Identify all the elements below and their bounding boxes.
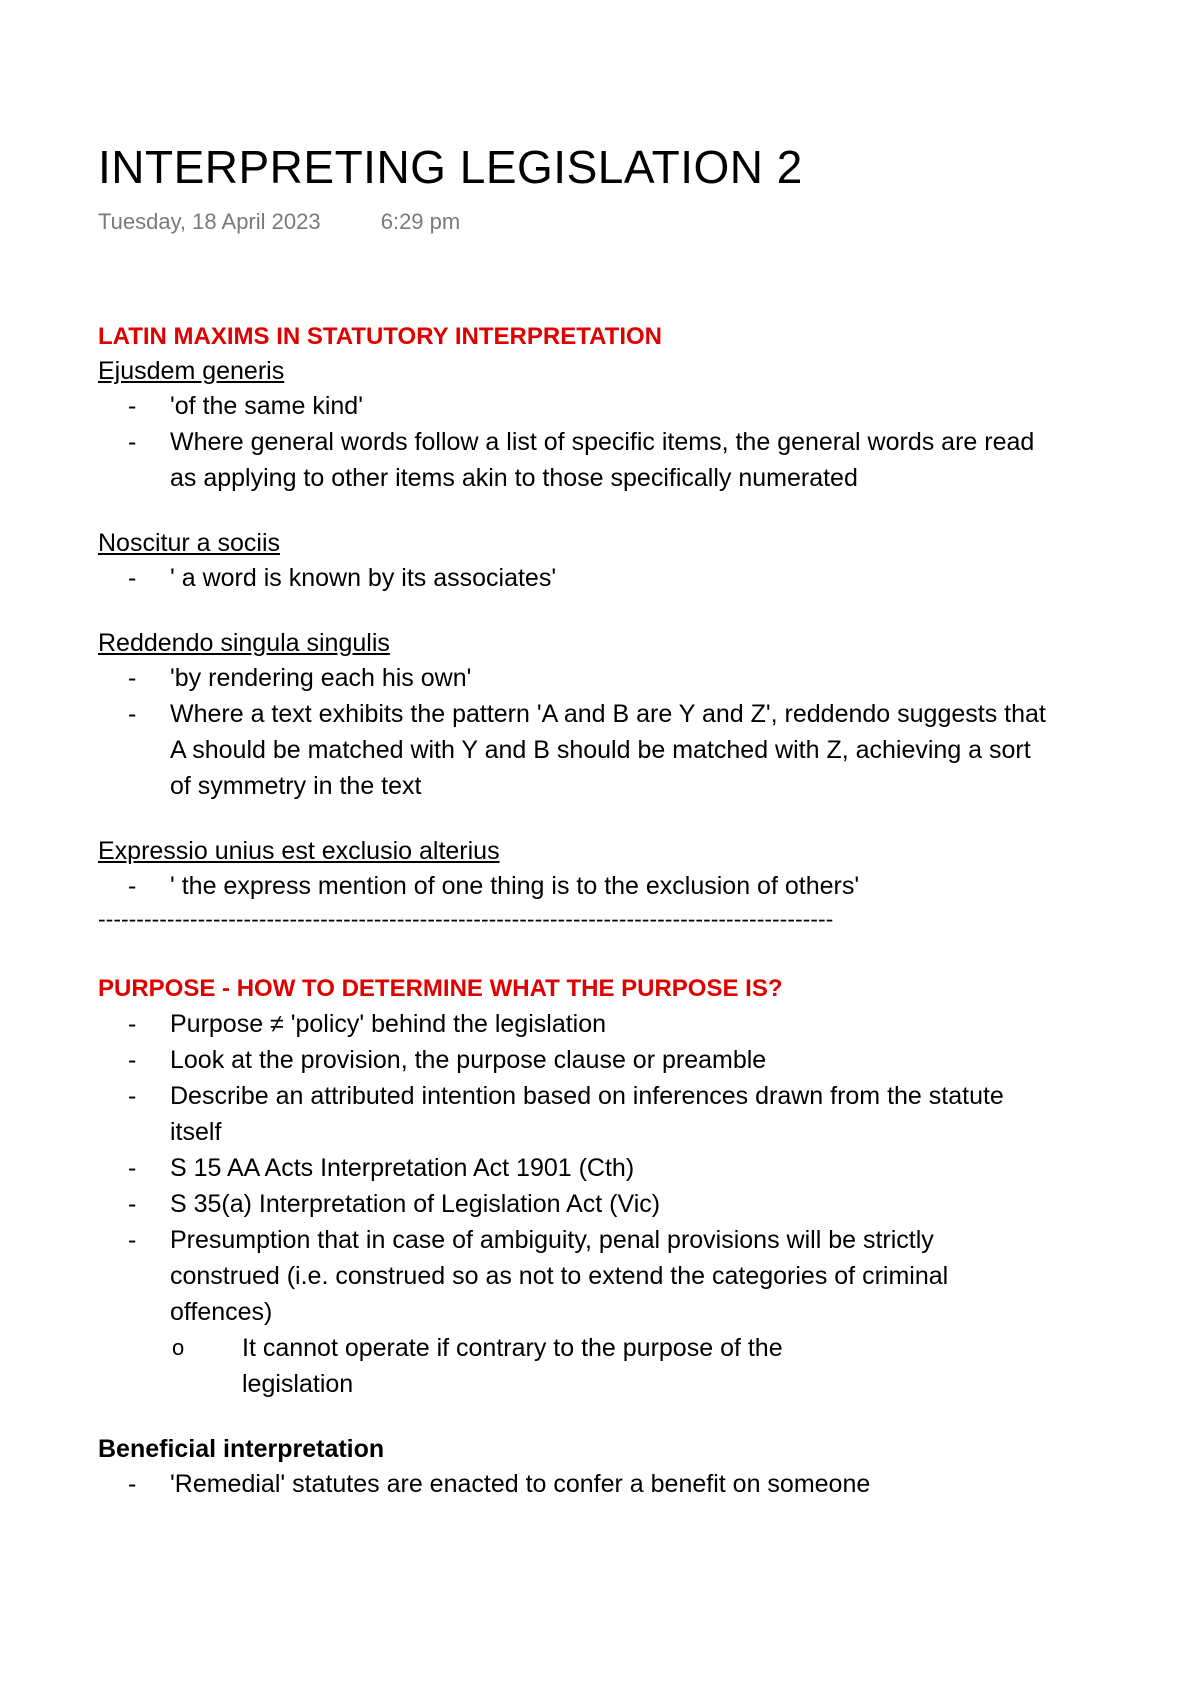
list-item xyxy=(98,1150,1050,1186)
dash-bullet: - xyxy=(128,392,137,420)
list-item xyxy=(98,560,1050,596)
list-item xyxy=(98,1078,1050,1150)
section-divider: ------------------------------------------------------------------------------------------------ xyxy=(98,906,834,932)
spacer xyxy=(98,804,1098,834)
dash-bullet: - xyxy=(128,1010,137,1038)
maxim-points xyxy=(98,660,1098,804)
dash-bullet: - xyxy=(128,1082,137,1110)
list-item xyxy=(98,1466,1050,1502)
dash-bullet: - xyxy=(128,700,137,728)
list-item xyxy=(98,1222,1050,1402)
document-time: 6:29 pm xyxy=(380,209,461,234)
spacer xyxy=(98,1402,1098,1432)
list-item-text: 'Remedial' statutes are enacted to confer a benefit on someone xyxy=(170,1470,871,1498)
list-item xyxy=(98,696,1050,804)
list-item-text: 'by rendering each his own' xyxy=(170,664,472,692)
beneficial-points xyxy=(98,1466,1098,1502)
dash-bullet: - xyxy=(128,1470,137,1498)
dash-bullet: - xyxy=(128,1046,137,1074)
list-item-text: 'of the same kind' xyxy=(170,392,363,420)
dash-bullet: - xyxy=(128,664,137,692)
list-item xyxy=(98,388,1050,424)
list-item-text: ' the express mention of one thing is to the exclusion of others' xyxy=(170,872,860,900)
dash-bullet: - xyxy=(128,1190,137,1218)
sub-list-item-text: It cannot operate if contrary to the purpose of the legislation xyxy=(242,1334,783,1398)
list-item xyxy=(98,424,1050,496)
list-item xyxy=(98,1042,1050,1078)
maxim-term: Ejusdem generis xyxy=(98,357,285,385)
list-item-text: Describe an attributed intention based on inferences drawn from the statute itself xyxy=(170,1082,1004,1146)
document-timestamp xyxy=(98,208,1098,236)
spacer xyxy=(98,236,1098,320)
spacer xyxy=(98,496,1098,526)
list-item xyxy=(98,1006,1050,1042)
list-item-text: Where general words follow a list of specific items, the general words are read as applying to other items akin to those specifically numerated xyxy=(170,428,1035,492)
dash-bullet: - xyxy=(128,428,137,456)
list-item-text: Look at the provision, the purpose clause or preamble xyxy=(170,1046,767,1074)
spacer xyxy=(98,596,1098,626)
section-heading-beneficial: Beneficial interpretation xyxy=(98,1435,385,1463)
dash-bullet: - xyxy=(128,1226,137,1254)
document-title: INTERPRETING LEGISLATION 2 xyxy=(98,141,803,193)
list-item xyxy=(98,1186,1050,1222)
spacer xyxy=(98,934,1098,972)
dash-bullet: - xyxy=(128,564,137,592)
maxim-term: Reddendo singula singulis xyxy=(98,629,390,657)
list-item-text: S 35(a) Interpretation of Legislation Act (Vic) xyxy=(170,1190,661,1218)
section-heading-latin-maxims: LATIN MAXIMS IN STATUTORY INTERPRETATION xyxy=(98,323,662,350)
document-page xyxy=(98,138,1098,1502)
dash-bullet: - xyxy=(128,1154,137,1182)
maxim-term: Expressio unius est exclusio alterius xyxy=(98,837,500,865)
list-item xyxy=(98,868,1050,904)
list-item-text: Where a text exhibits the pattern 'A and B are Y and Z', reddendo suggests that A should be matched with Y and B should be matched with Z, achieving a sort of symmetry in the text xyxy=(170,700,1046,800)
maxim-points xyxy=(98,560,1098,596)
sub-list-item xyxy=(170,1330,882,1402)
maxim-points xyxy=(98,868,1098,904)
circle-bullet: o xyxy=(172,1335,185,1360)
list-item xyxy=(98,660,1050,696)
dash-bullet: - xyxy=(128,872,137,900)
section-heading-purpose: PURPOSE - HOW TO DETERMINE WHAT THE PURPOSE IS? xyxy=(98,975,783,1002)
list-item-text: S 15 AA Acts Interpretation Act 1901 (Cth) xyxy=(170,1154,635,1182)
document-date: Tuesday, 18 April 2023 xyxy=(98,209,321,234)
maxim-term: Noscitur a sociis xyxy=(98,529,280,557)
list-item-text: Purpose ≠ 'policy' behind the legislation xyxy=(170,1010,607,1038)
maxim-points xyxy=(98,388,1098,496)
sub-points xyxy=(170,1330,1050,1402)
purpose-points xyxy=(98,1006,1098,1402)
list-item-text: Presumption that in case of ambiguity, penal provisions will be strictly construed (i.e. construed so as not to extend the categories of criminal offences) xyxy=(170,1226,949,1326)
list-item-text: ' a word is known by its associates' xyxy=(170,564,557,592)
